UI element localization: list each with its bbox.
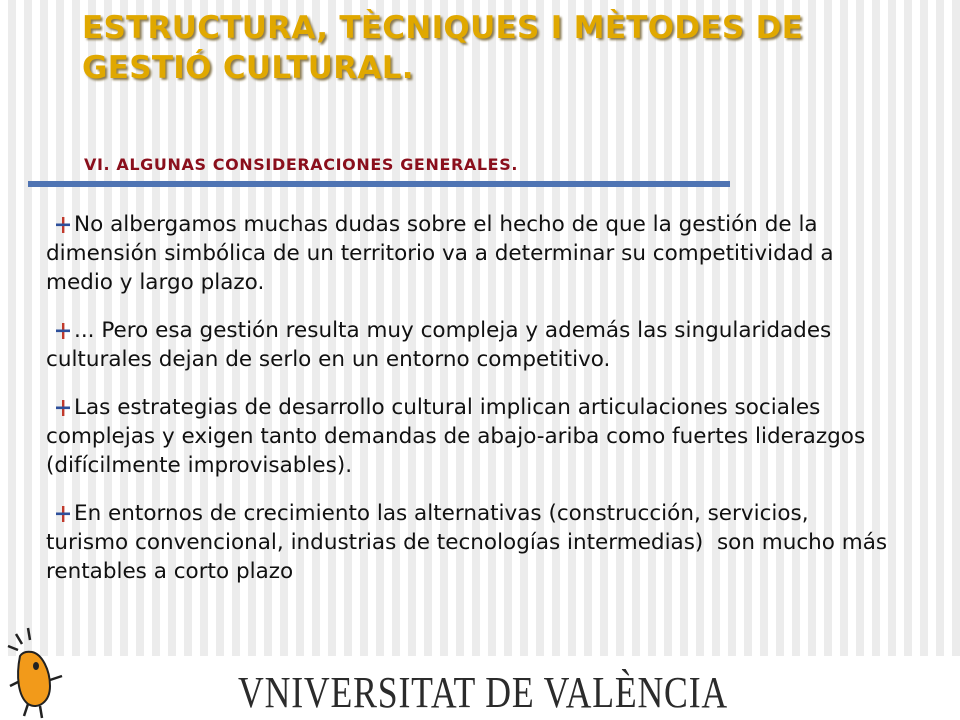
bullet-text: ... Pero esa gestión resulta muy compleja y además las singularidades culturales dejan de serlo en un entorno competitivo. — [46, 318, 839, 372]
logo-text: VNIVERSITAT DE VALÈNCIA — [238, 668, 728, 717]
bullet-item — [46, 316, 896, 374]
slide-title — [82, 8, 803, 88]
bullet-item — [46, 393, 896, 480]
section-heading: VI. ALGUNAS CONSIDERACIONES GENERALES. — [84, 155, 519, 174]
bullet-text: Las estrategias de desarrollo cultural implican articulaciones sociales complejas y exigen tanto demandas de abajo-ariba como fuertes liderazgos (difícilmente improvisables). — [46, 395, 872, 478]
university-logo — [238, 663, 733, 717]
bullet-list — [46, 210, 896, 605]
bullet-icon — [56, 323, 70, 337]
bullet-text: No albergamos muchas dudas sobre el hecho de que la gestión de la dimensión simbólica de un territorio va a determinar su competitividad a medio y largo plazo. — [46, 212, 841, 295]
bullet-item — [46, 499, 896, 586]
bullet-text: En entornos de crecimiento las alternativas (construcción, servicios, turismo convencional, industrias de tecnologías intermedias) son mucho más rentables a corto plazo — [46, 501, 894, 584]
slide-title-line-1: ESTRUCTURA, TÈCNIQUES I MÈTODES DE — [82, 10, 804, 46]
mascot-icon — [6, 626, 66, 720]
bullet-icon — [56, 217, 70, 231]
heading-divider — [28, 181, 730, 187]
bullet-icon — [56, 400, 70, 414]
bullet-item — [46, 210, 896, 297]
bullet-icon — [56, 506, 70, 520]
slide-title-line-2: GESTIÓ CULTURAL. — [82, 50, 414, 86]
